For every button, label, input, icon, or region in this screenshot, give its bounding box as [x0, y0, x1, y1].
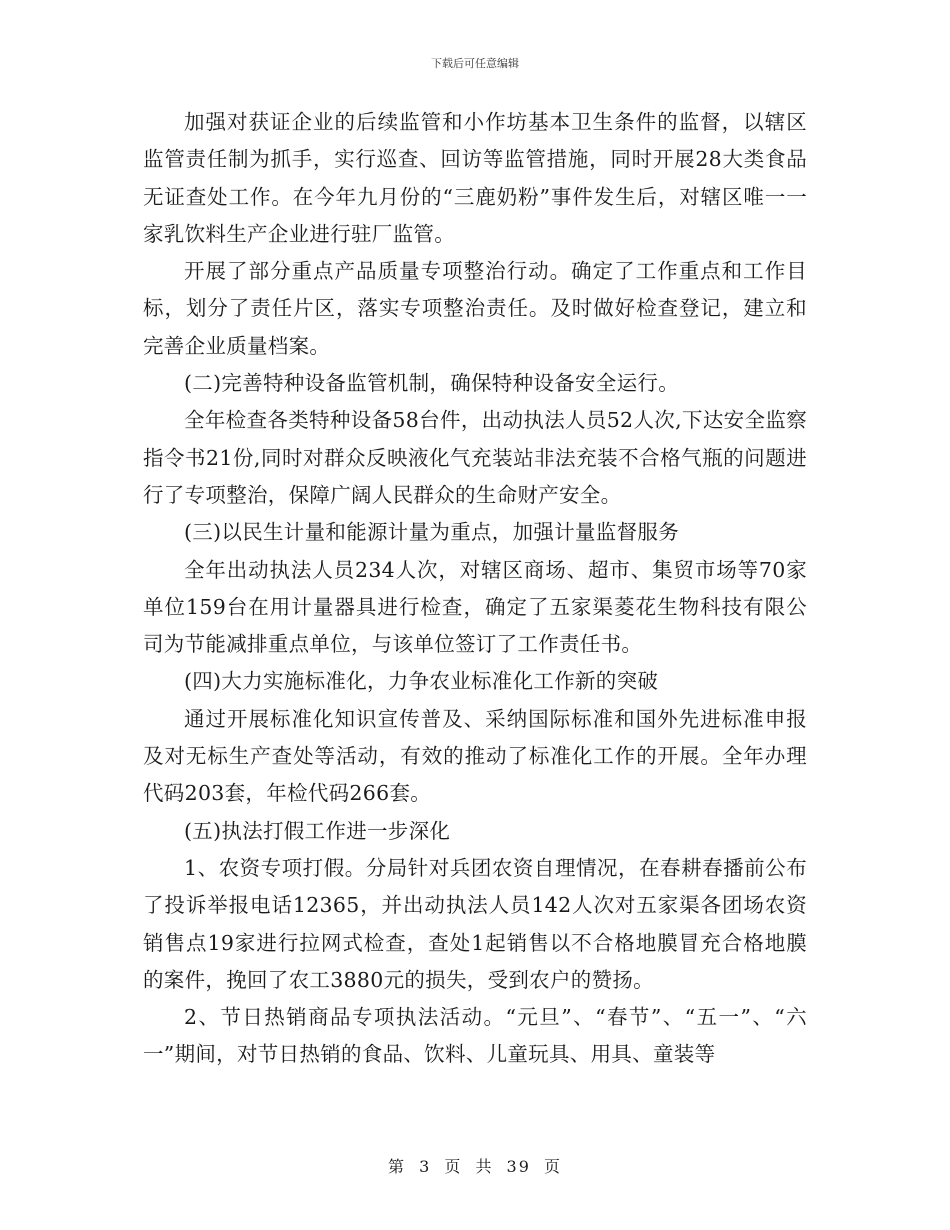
paragraph: 全年出动执法人员234人次，对辖区商场、超市、集贸市场等70家单位159台在用计量器具进行检查，确定了五家渠菱花生物科技有限公司为节能减排重点单位，与该单位签订了工作责任书。 [143, 557, 807, 657]
section-heading: (三)以民生计量和能源计量为重点，加强计量监督服务 [184, 520, 679, 545]
paragraph: 1、农资专项打假。分局针对兵团农资自理情况，在春耕春播前公布了投诉举报电话12365，并出动执法人员142人次对五家渠各团场农资销售点19家进行拉网式检查，查处1起销售以不合格地膜冒充合格地膜的案件，挽回了农工3880元的损失，受到农户的赞扬。 [143, 855, 807, 992]
section-heading: (五)执法打假工作进一步深化 [184, 818, 451, 843]
paragraph: 全年检查各类特种设备58台件，出动执法人员52人次,下达安全监察指令书21份,同时对群众反映液化气充装站非法充装不合格气瓶的问题进行了专项整治，保障广阔人民群众的生命财产安全。 [143, 408, 807, 507]
paragraph: 开展了部分重点产品质量专项整治行动。确定了工作重点和工作目标，划分了责任片区，落实专项整治责任。及时做好检查登记，建立和完善企业质量档案。 [143, 259, 807, 358]
paragraph: 2、节日热销商品专项执法活动。“元旦”、“春节”、“五一”、“六一”期间，对节日热销的食品、饮料、儿童玩具、用具、童装等 [143, 1005, 807, 1067]
page-header: 下载后可任意编辑 [431, 57, 519, 70]
paragraph: 加强对获证企业的后续监管和小作坊基本卫生条件的监督，以辖区监管责任制为抓手，实行巡查、回访等监管措施，同时开展28大类食品无证查处工作。在今年九月份的“三鹿奶粉”事件发生后，对辖区唯一一家乳饮料生产企业进行驻厂监管。 [143, 110, 807, 246]
page-number: 第 3 页 共 39 页 [388, 1157, 562, 1176]
document-body [143, 104, 807, 1074]
section-heading: (四)大力实施标准化，力争农业标准化工作新的突破 [184, 669, 659, 694]
paragraph: 通过开展标准化知识宣传普及、采纳国际标准和国外先进标准申报及对无标生产查处等活动，有效的推动了标准化工作的开展。全年办理代码203套，年检代码266套。 [143, 706, 807, 806]
section-heading: (二)完善特种设备监管机制，确保特种设备安全运行。 [184, 371, 679, 396]
